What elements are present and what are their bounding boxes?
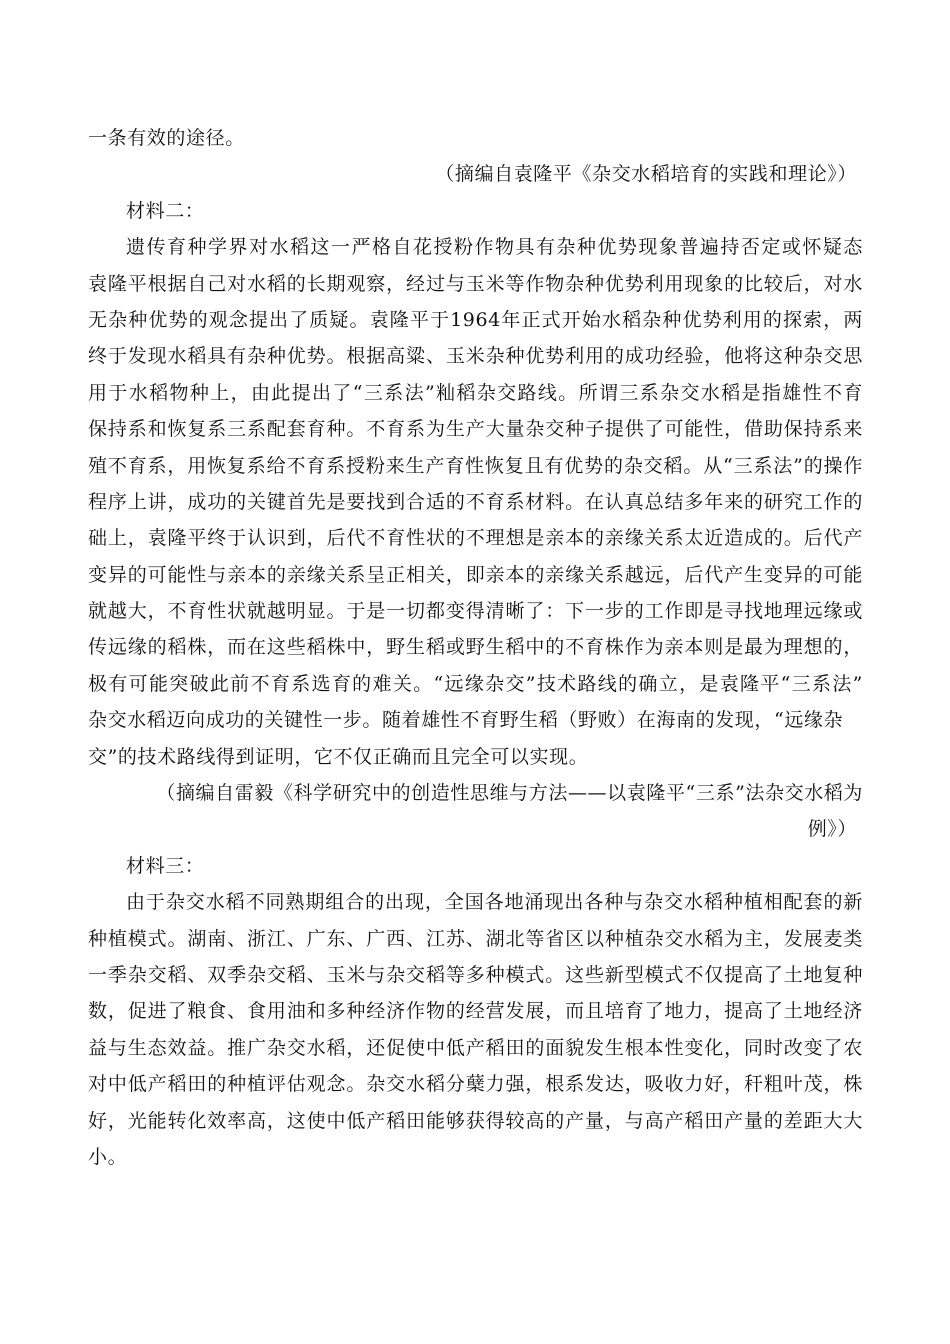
text-line: 础上，袁隆平终于认识到，后代不育性状的不理想是亲本的亲缘关系太近造成的。后代产 xyxy=(88,527,863,550)
text-line: 变异的可能性与亲本的亲缘关系呈正相关，即亲本的亲缘关系越远，后代产生变异的可能 xyxy=(88,563,863,586)
text-line: 数，促进了粮食、食用油和多种经济作物的经营发展，而且培育了地力，提高了土地经济 xyxy=(88,1000,863,1023)
section-heading: 材料二： xyxy=(126,199,205,222)
text-line: 程序上讲，成功的关键首先是要找到合适的不育系材料。在认真总结多年来的研究工作的 xyxy=(88,490,863,513)
text-line: 极有可能突破此前不育系选育的难关。“远缘杂交”技术路线的确立，是袁隆平“三系法” xyxy=(88,672,863,695)
section-heading: 材料三： xyxy=(126,854,205,877)
text-line: 就越大，不育性状就越明显。于是一切都变得清晰了：下一步的工作即是寻找地理远缘或 xyxy=(88,600,863,623)
text-line: 传远缘的稻株，而在这些稻株中，野生稻或野生稻中的不育株作为亲本则是最为理想的， xyxy=(88,636,863,659)
text-line: 交”的技术路线得到证明，它不仅正确而且完全可以实现。 xyxy=(88,745,589,768)
text-line: 殖不育系，用恢复系给不育系授粉来生产育性恢复且有优势的杂交稻。从“三系法”的操作 xyxy=(88,454,863,477)
source-citation: （摘编自袁隆平《杂交水稻培育的实践和理论》） xyxy=(435,163,857,186)
text-line: 无杂种优势的观念提出了质疑。袁隆平于1964年正式开始水稻杂种优势利用的探索，两 xyxy=(88,308,863,331)
document-page xyxy=(88,120,863,1175)
text-line: 保持系和恢复系三系配套育种。不育系为生产大量杂交种子提供了可能性，借助保持系来 xyxy=(88,418,863,441)
text-line: 对中低产稻田的种植评估观念。杂交水稻分蘖力强，根系发达，吸收力好，秆粗叶茂，株 xyxy=(88,1073,863,1096)
text-line: 好，光能转化效率高，这使中低产稻田能够获得较高的产量，与高产稻田产量的差距大大 xyxy=(88,1109,863,1132)
text-line: 一季杂交稻、双季杂交稻、玉米与杂交稻等多种模式。这些新型模式不仅提高了土地复种 xyxy=(88,963,863,986)
text-line: 小。 xyxy=(88,1145,128,1168)
text-line: 一条有效的途径。 xyxy=(88,127,245,149)
text-line: 遗传育种学界对水稻这一严格自花授粉作物具有杂种优势现象普遍持否定或怀疑态 xyxy=(126,236,863,259)
text-line: 用于水稻物种上，由此提出了“三系法”籼稻杂交路线。所谓三系杂交水稻是指雄性不育 xyxy=(88,381,863,404)
source-citation: （摘编自雷毅《科学研究中的创造性思维与方法——以袁隆平“三系”法杂交水稻为 xyxy=(156,782,863,805)
text-line: 杂交水稻迈向成功的关键性一步。随着雄性不育野生稻（野败）在海南的发现，“远缘杂 xyxy=(88,709,844,732)
text-line: 益与生态效益。推广杂交水稻，还促使中低产稻田的面貌发生根本性变化，同时改变了农 xyxy=(88,1036,863,1059)
text-line: 由于杂交水稻不同熟期组合的出现，全国各地涌现出各种与杂交水稻种植相配套的新 xyxy=(126,891,863,914)
text-line: 终于发现水稻具有杂种优势。根据高粱、玉米杂种优势利用的成功经验，他将这种杂交思 xyxy=(88,345,863,368)
text-line: 袁隆平根据自己对水稻的长期观察，经过与玉米等作物杂种优势利用现象的比较后，对水 xyxy=(88,272,863,295)
text-line: 种植模式。湖南、浙江、广东、广西、江苏、湖北等省区以种植杂交水稻为主，发展麦类 xyxy=(88,927,863,950)
source-citation-continued: 例》） xyxy=(807,818,857,841)
